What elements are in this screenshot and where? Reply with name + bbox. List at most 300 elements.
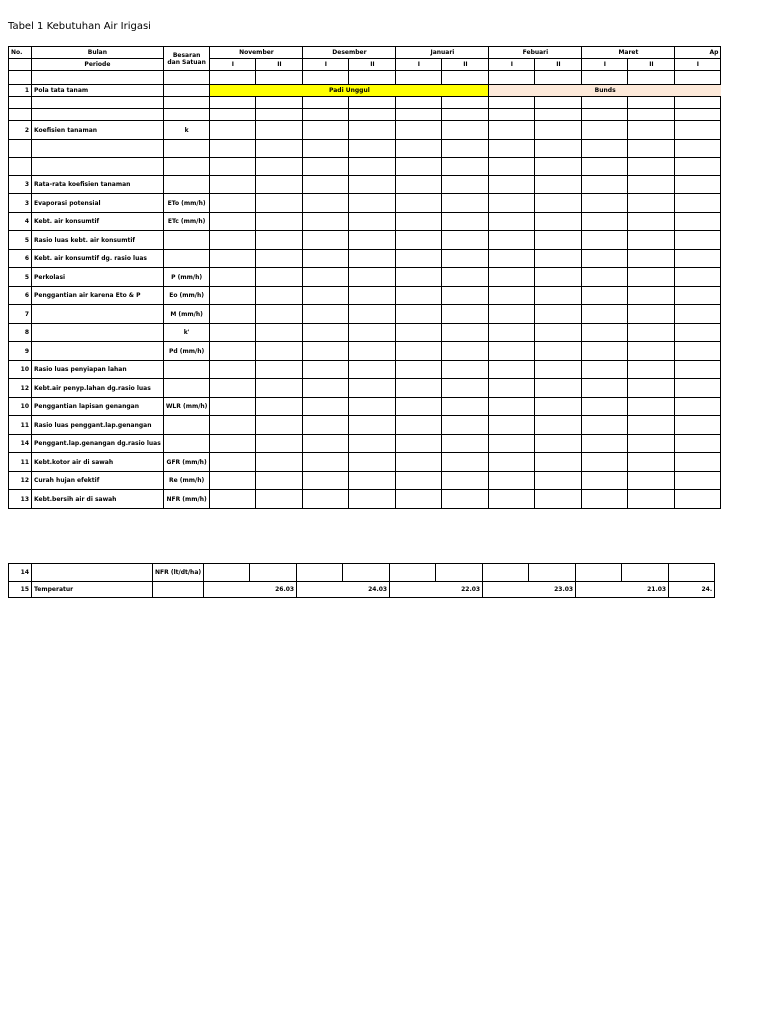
header-period: I [489,59,535,71]
header-row-2 [9,59,721,71]
cell [396,416,442,435]
header-month: November [210,47,303,59]
row-number: 6 [9,287,32,305]
row-label: Rasio luas penyiapan lahan [32,361,164,379]
row-unit: Eo (mm/h) [163,287,210,305]
table-row [9,268,721,287]
cell [303,305,349,324]
cell [256,176,303,194]
row-number: 9 [9,342,32,361]
cell [303,194,349,213]
row-number: 5 [9,231,32,250]
cell [256,287,303,305]
table-row [9,194,721,213]
cell [489,287,535,305]
header-period: I [675,59,721,71]
row-label: Perkolasi [32,268,164,287]
cell [489,176,535,194]
cell [303,97,349,109]
cell [303,361,349,379]
cell [535,176,582,194]
cell [628,97,675,109]
row-number: 11 [9,453,32,472]
cell [303,342,349,361]
cell [675,140,721,158]
row-number: 1 [9,85,32,97]
cell [210,361,256,379]
cell [390,564,436,582]
cell [256,435,303,453]
row-unit: Pd (mm/h) [163,342,210,361]
cell [489,158,535,176]
table-row [9,305,721,324]
cell [675,97,721,109]
row-number: 12 [9,472,32,490]
cell [582,305,628,324]
cell [210,472,256,490]
cell [442,97,489,109]
cell [442,268,489,287]
cell [442,71,489,85]
cell [535,305,582,324]
cell [535,140,582,158]
cell [442,490,489,509]
cell [9,71,32,85]
cell [675,416,721,435]
cell [256,97,303,109]
cell [489,109,535,121]
cell [349,453,396,472]
row-label [32,564,153,582]
cell [628,268,675,287]
cell [628,231,675,250]
cell [675,490,721,509]
row-unit [163,250,210,268]
cell [628,176,675,194]
row-unit: k' [163,324,210,342]
cell [489,472,535,490]
cell [303,287,349,305]
cell [396,250,442,268]
row-label: Penggantian air karena Eto & P [32,287,164,305]
cell [210,305,256,324]
cell [489,121,535,140]
cell [396,379,442,398]
cell [489,231,535,250]
cell [396,176,442,194]
cell [250,564,297,582]
cell [628,109,675,121]
cell [628,324,675,342]
cell [343,564,390,582]
row-number: 10 [9,361,32,379]
cell [675,361,721,379]
cell [349,398,396,416]
header-period: I [303,59,349,71]
cell [489,490,535,509]
cell [256,268,303,287]
row-label: Rasio luas penggant.lap.genangan [32,416,164,435]
cell [396,453,442,472]
cell [32,97,164,109]
row-label: Penggant.lap.genangan dg.rasio luas [32,435,164,453]
cell [535,97,582,109]
cell [210,97,256,109]
cell [303,231,349,250]
cell [582,140,628,158]
header-period: II [349,59,396,71]
table-row-blank [9,97,721,109]
table-row [9,361,721,379]
cell [675,231,721,250]
row-unit: NFR (mm/h) [163,490,210,509]
cell [535,361,582,379]
row-label: Rata-rata koefisien tanaman [32,176,164,194]
cell [442,194,489,213]
row-number: 3 [9,194,32,213]
cell [489,213,535,231]
cell [576,564,622,582]
table-row [9,490,721,509]
row-unit: ETo (mm/h) [163,194,210,213]
cell [256,231,303,250]
row-label: Koefisien tanaman [32,121,164,140]
cell [582,109,628,121]
cell [396,109,442,121]
cell [256,453,303,472]
cell [675,268,721,287]
header-bulan: Bulan [32,47,164,59]
cell [442,158,489,176]
cell [396,213,442,231]
header-month: Febuari [489,47,582,59]
cell [349,287,396,305]
cell [582,121,628,140]
cell [535,416,582,435]
cell [582,472,628,490]
cell [303,109,349,121]
cell [210,342,256,361]
cell [489,140,535,158]
cell [442,121,489,140]
row-unit: WLR (mm/h) [163,398,210,416]
cell [210,176,256,194]
cell [396,472,442,490]
cell [210,324,256,342]
table-row [9,121,721,140]
cell [535,379,582,398]
cell [529,564,576,582]
cell [628,342,675,361]
cell [675,194,721,213]
table-row-pola [9,85,721,97]
cell [675,379,721,398]
cell [210,435,256,453]
cell [349,435,396,453]
cell [582,416,628,435]
cell [669,564,715,582]
header-period: I [210,59,256,71]
row-label: Kebt.bersih air di sawah [32,490,164,509]
table-row [9,398,721,416]
cell [628,435,675,453]
row-number: 13 [9,490,32,509]
cell [349,379,396,398]
row-unit: M (mm/h) [163,305,210,324]
cell [303,250,349,268]
cell [210,231,256,250]
cell [9,158,32,176]
table-row [9,250,721,268]
cell [256,379,303,398]
cell [535,109,582,121]
row-label [32,324,164,342]
header-period: I [396,59,442,71]
cell [256,71,303,85]
cell [628,71,675,85]
row-label: Kebt. air konsumtif [32,213,164,231]
cell [210,109,256,121]
cell [210,398,256,416]
cell [442,231,489,250]
cell [582,231,628,250]
cell [535,268,582,287]
table-row-blank [9,140,721,158]
cell [256,140,303,158]
cell [349,109,396,121]
cell [303,268,349,287]
row-unit: Re (mm/h) [163,472,210,490]
cell [349,158,396,176]
cell [210,490,256,509]
cell [489,250,535,268]
cell [349,361,396,379]
cell [675,213,721,231]
cell [349,140,396,158]
row-unit [163,361,210,379]
pola-padi-unggul: Padi Unggul [210,85,489,97]
cell [582,287,628,305]
cell [483,564,529,582]
row-unit: ETc (mm/h) [163,213,210,231]
cell [535,158,582,176]
header-periode: Periode [32,59,164,71]
cell [210,379,256,398]
cell [489,194,535,213]
cell [256,213,303,231]
cell [442,287,489,305]
cell [349,472,396,490]
cell [396,121,442,140]
temperature-value: 23.03 [483,582,576,598]
row-unit: NFR (lt/dt/ha) [153,564,204,582]
cell [32,158,164,176]
cell [396,490,442,509]
cell [442,398,489,416]
header-besaran: Besaran dan Satuan [163,47,210,71]
table-row [9,287,721,305]
cell [442,453,489,472]
cell [442,305,489,324]
cell [675,71,721,85]
table-row [9,213,721,231]
cell [489,324,535,342]
row-unit [163,85,210,97]
cell [489,71,535,85]
cell [628,287,675,305]
row-unit [163,176,210,194]
cell [582,158,628,176]
cell [256,305,303,324]
cell [535,398,582,416]
cell [628,379,675,398]
cell [442,140,489,158]
cell [256,361,303,379]
cell [675,176,721,194]
cell [396,398,442,416]
cell [489,97,535,109]
cell [442,379,489,398]
temperature-value: 24. [669,582,715,598]
cell [256,324,303,342]
cell [349,305,396,324]
row-number: 14 [9,435,32,453]
cell [489,268,535,287]
temperature-value: 22.03 [390,582,483,598]
table-row [9,472,721,490]
cell [9,140,32,158]
cell [535,71,582,85]
cell [396,361,442,379]
cell [442,416,489,435]
cell [489,361,535,379]
cell [349,268,396,287]
pola-bunds: Bunds [489,85,721,97]
table-row [9,176,721,194]
cell [582,324,628,342]
cell [628,305,675,324]
row-label [32,342,164,361]
row-label: Pola tata tanam [32,85,164,97]
cell [675,435,721,453]
cell [163,71,210,85]
temperature-value: 26.03 [204,582,297,598]
row-number: 4 [9,213,32,231]
cell [303,71,349,85]
row-number: 5 [9,268,32,287]
row-label: Kebt.air penyp.lahan dg.rasio luas [32,379,164,398]
cell [628,140,675,158]
cell [256,194,303,213]
cell [535,324,582,342]
cell [210,121,256,140]
cell [210,268,256,287]
cell [628,453,675,472]
cell [204,564,250,582]
cell [628,398,675,416]
bottom-table [8,563,715,598]
cell [582,453,628,472]
cell [442,109,489,121]
cell [436,564,483,582]
table-row [9,453,721,472]
cell [303,121,349,140]
table-row [9,379,721,398]
cell [535,194,582,213]
cell [628,416,675,435]
cell [396,324,442,342]
cell [396,435,442,453]
cell [210,213,256,231]
cell [396,194,442,213]
cell [32,71,164,85]
header-month: Maret [582,47,675,59]
cell [675,342,721,361]
cell [535,213,582,231]
cell [210,416,256,435]
cell [675,121,721,140]
header-row-1 [9,47,721,59]
row-unit: k [163,121,210,140]
cell [9,109,32,121]
cell [303,176,349,194]
cell [535,453,582,472]
row-number: 14 [9,564,32,582]
cell [349,97,396,109]
table-row-blank [9,71,721,85]
cell [256,158,303,176]
cell [349,250,396,268]
cell [396,158,442,176]
row-number: 2 [9,121,32,140]
row-number: 8 [9,324,32,342]
cell [396,140,442,158]
cell [535,472,582,490]
row-label: Rasio luas kebt. air konsumtif [32,231,164,250]
cell [210,453,256,472]
cell [442,361,489,379]
cell [535,435,582,453]
row-number: 3 [9,176,32,194]
cell [396,305,442,324]
cell [442,176,489,194]
table-row-blank [9,109,721,121]
row-unit [163,435,210,453]
cell [349,231,396,250]
cell [163,158,210,176]
cell [675,250,721,268]
cell [489,305,535,324]
row-label: Evaporasi potensial [32,194,164,213]
table-row-temperatur [9,582,715,598]
cell [396,342,442,361]
cell [396,97,442,109]
row-unit: P (mm/h) [163,268,210,287]
table-row [9,324,721,342]
cell [210,194,256,213]
cell [535,490,582,509]
cell [675,287,721,305]
header-period: I [582,59,628,71]
cell [256,250,303,268]
cell [582,176,628,194]
header-month: Januari [396,47,489,59]
cell [349,342,396,361]
header-no: No. [9,47,32,59]
cell [349,176,396,194]
cell [349,490,396,509]
cell [675,158,721,176]
